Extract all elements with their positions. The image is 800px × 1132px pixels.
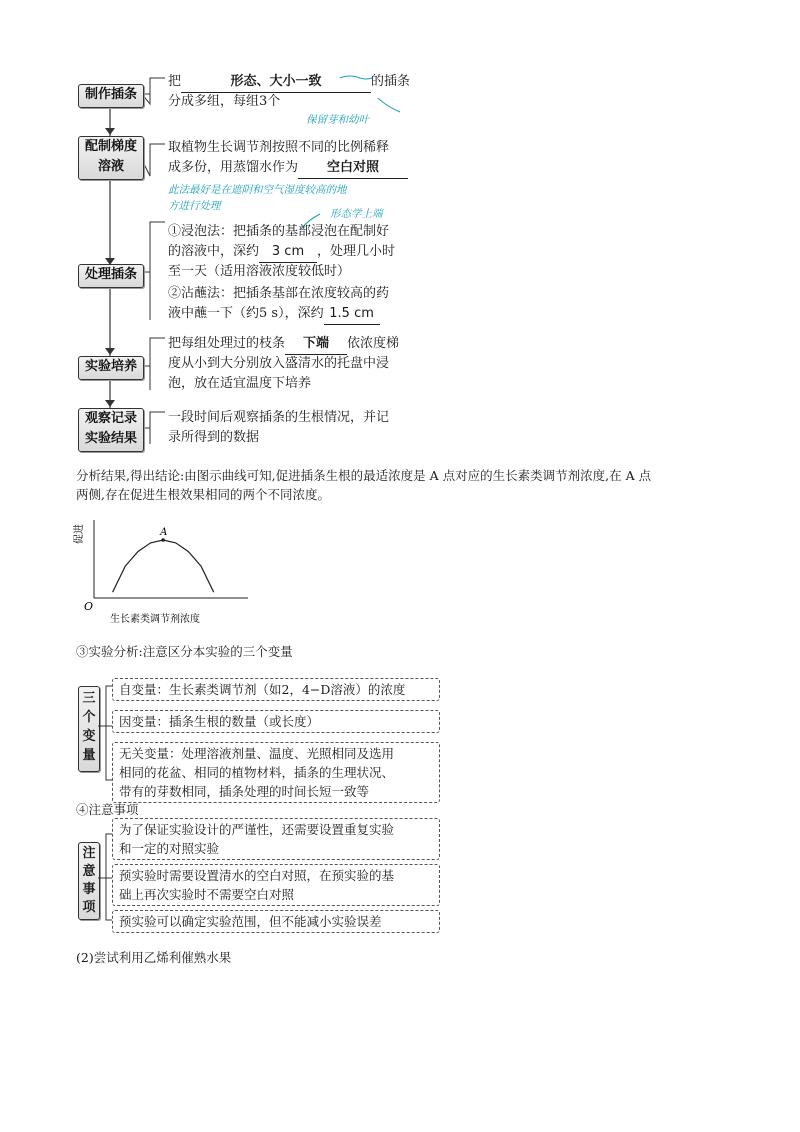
variables-side-label: 三个变量	[78, 686, 100, 772]
step2-line1: 取植物生长调节剂按照不同的比例稀释	[168, 140, 390, 155]
dependent-variable-box: 因变量：插条生根的数量（或长度）	[112, 710, 440, 733]
precaution-repeat-box: 为了保证实验设计的严谨性，还需要设置重复实验 和一定的对照实验	[112, 818, 440, 860]
y-axis-label: 促进	[74, 524, 85, 544]
step-box-make-cuttings: 制作插条	[78, 84, 144, 108]
step4-line1: 把每组处理过的枝条 下端 依浓度梯	[168, 334, 399, 355]
step3-line4: ②沾蘸法：把插条基部在浓度较高的药	[168, 286, 390, 301]
step5-line2: 录所得到的数据	[168, 430, 260, 445]
concentration-effect-chart	[76, 510, 276, 635]
analysis-line1: 分析结果,得出结论:由图示曲线可知,促进插条生根的最适浓度是 A 点对应的生长素类调节剂浓度,在 A 点	[76, 468, 652, 483]
step5-line1: 一段时间后观察插条的生根情况，并记	[168, 410, 390, 425]
effect-curve	[113, 540, 214, 592]
step-box-prepare-solution: 配制梯度溶液	[78, 136, 144, 180]
peak-label: A	[160, 527, 168, 538]
step1-blank: 形态、大小一致	[181, 72, 371, 93]
step1-line1: 把 形态、大小一致 的插条	[168, 72, 410, 93]
controlled-variable-box: 无关变量：处理溶液剂量、温度、光照相同及选用 相同的花盆、相同的植物材料，插条的生理状况、 带有的芽数相同，插条处理的时间长短一致等	[112, 742, 440, 803]
step-box-culture: 实验培养	[78, 356, 144, 380]
step1-handwritten-note: 保留芽和幼叶	[306, 114, 369, 126]
peak-point	[161, 538, 165, 542]
x-axis-label: 生长素类调节剂浓度	[110, 614, 200, 625]
step4-line3: 泡，放在适宜温度下培养	[168, 376, 312, 391]
flowchart-connectors	[0, 0, 800, 470]
section3-title: ③实验分析:注意区分本实验的三个变量	[76, 644, 293, 659]
analysis-line2: 两侧,存在促进生根效果相同的两个不同浓度。	[76, 487, 330, 502]
step3-handwritten-note: 形态学上端	[330, 208, 383, 220]
step-box-observe-record: 观察记录实验结果	[78, 408, 144, 452]
step3-line2: 的溶液中，深约 3 cm ，处理几小时	[168, 242, 395, 263]
step3-line3: 至一天（适用溶液浓度较低时）	[168, 264, 351, 279]
step3-depth-blank-1: 3 cm	[259, 242, 317, 263]
step3-line1: ①浸泡法：把插条的基部浸泡在配制好	[168, 224, 390, 239]
step2-blank: 空白对照	[298, 158, 408, 179]
precautions-side-label: 注意事项	[78, 842, 100, 920]
section4-title: ④注意事项	[76, 802, 139, 817]
independent-variable-box: 自变量：生长素类调节剂（如2，4−D溶液）的浓度	[112, 678, 440, 701]
step3-depth-blank-2: 1.5 cm	[324, 304, 380, 325]
step4-line2: 度从小到大分别放入盛清水的托盘中浸	[168, 356, 390, 371]
step-box-treat-cuttings: 处理插条	[78, 264, 144, 288]
precaution-preexperiment-box: 预实验可以确定实验范围，但不能减小实验误差	[112, 910, 440, 933]
step2-handwritten-note-2: 方进行处理	[168, 200, 221, 212]
step2-line2: 成多份，用蒸馏水作为 空白对照	[168, 158, 408, 179]
step1-line2: 分成多组，每组3个	[168, 94, 281, 109]
precaution-blank-control-box: 预实验时需要设置清水的空白对照，在预实验的基 础上再次实验时不需要空白对照	[112, 864, 440, 906]
footer-line: (2)尝试利用乙烯利催熟水果	[76, 950, 232, 965]
step4-blank: 下端	[285, 334, 347, 355]
origin-label: O	[84, 600, 94, 613]
step2-handwritten-note-1: 此法最好是在遮阴和空气湿度较高的地	[168, 184, 347, 196]
step3-line5: 液中蘸一下（约5 s），深约 1.5 cm	[168, 304, 380, 325]
